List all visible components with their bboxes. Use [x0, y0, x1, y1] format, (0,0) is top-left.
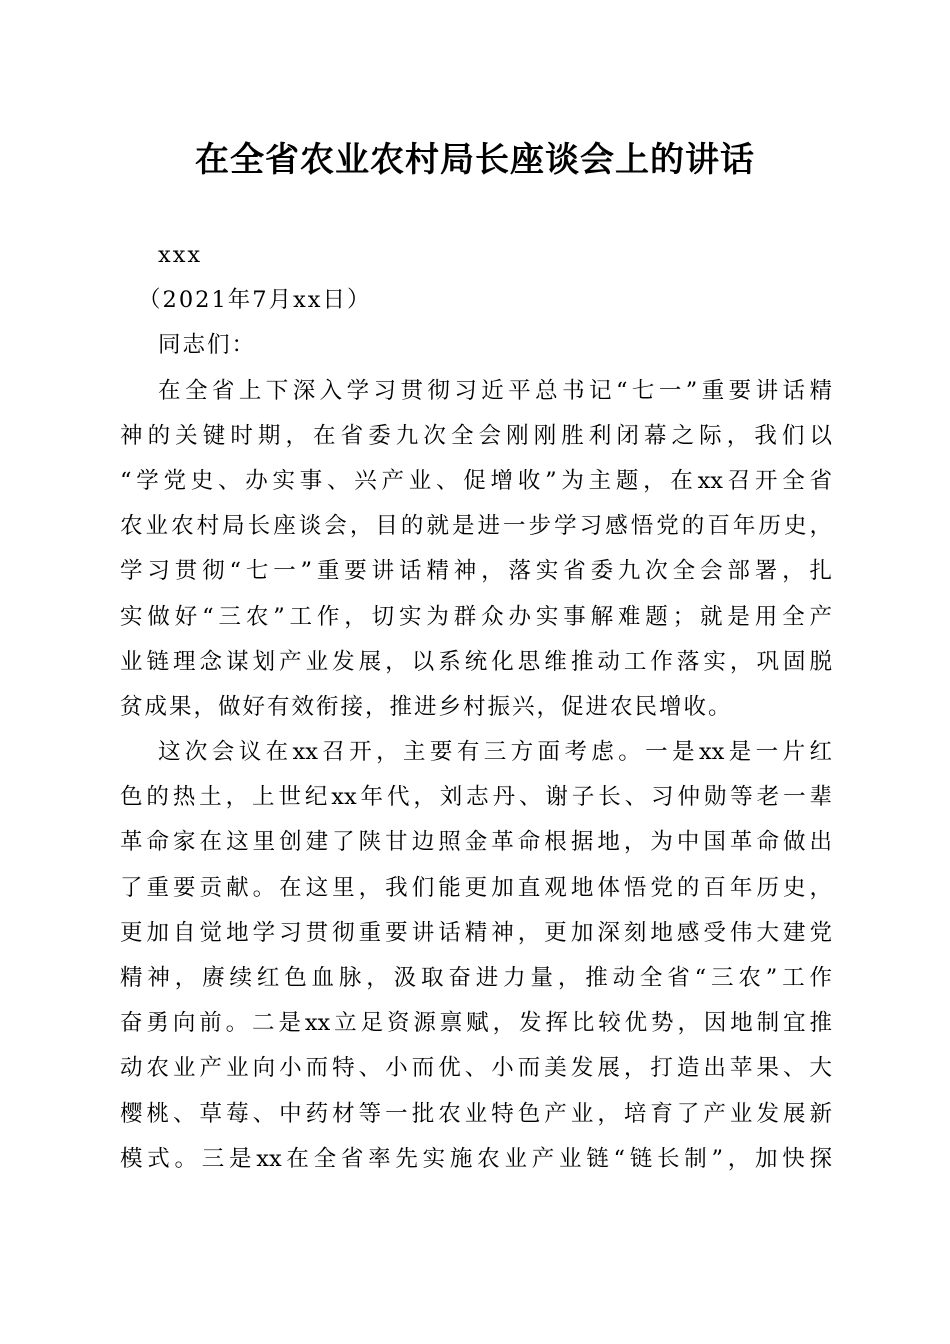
- text-line: 贫成果，做好有效衔接，推进乡村振兴，促进农民增收。: [120, 693, 733, 720]
- text-line: “学党史、办实事、兴产业、促增收”为主题，在xx召开全省: [120, 467, 832, 494]
- author-line: xxx: [158, 242, 203, 268]
- text-line: 农业农村局长座谈会，目的就是进一步学习感悟党的百年历史，: [120, 513, 832, 540]
- text-line: 学习贯彻“七一”重要讲话精神，落实省委九次全会部署，扎: [120, 558, 832, 585]
- text-line: 神的关键时期，在省委九次全会刚刚胜利闭幕之际，我们以: [120, 422, 832, 449]
- paragraph-1: [120, 369, 832, 731]
- document-title: 在全省农业农村局长座谈会上的讲话: [195, 140, 755, 180]
- text-line: 樱桃、草莓、中药材等一批农业特色产业，培育了产业发展新: [120, 1100, 832, 1127]
- text-line: 了重要贡献。在这里，我们能更加直观地体悟党的百年历史，: [120, 874, 832, 901]
- text-line: 革命家在这里创建了陕甘边照金革命根据地，为中国革命做出: [120, 829, 832, 856]
- text-line: 动农业产业向小而特、小而优、小而美发展，打造出苹果、大: [120, 1055, 832, 1082]
- text-line: 实做好“三农”工作，切实为群众办实事解难题；就是用全产: [120, 603, 832, 630]
- text-line: 精神，赓续红色血脉，汲取奋进力量，推动全省“三农”工作: [120, 965, 832, 991]
- text-line: 在全省上下深入学习贯彻习近平总书记“七一”重要讲话精: [158, 377, 832, 404]
- text-line: 奋勇向前。二是xx立足资源禀赋，发挥比较优势，因地制宜推: [120, 1010, 832, 1037]
- text-line: 业链理念谋划产业发展，以系统化思维推动工作落实，巩固脱: [120, 648, 832, 675]
- date-line: （2021年7月xx日）: [138, 287, 372, 314]
- text-line: 这次会议在xx召开，主要有三方面考虑。一是xx是一片红: [158, 739, 832, 766]
- salutation-line: 同志们：: [158, 332, 257, 359]
- document-body: [120, 233, 832, 1182]
- text-line: 色的热土，上世纪xx年代，刘志丹、谢子长、习仲勋等老一辈: [120, 784, 832, 811]
- paragraph-2: [120, 730, 832, 1182]
- text-line: 更加自觉地学习贯彻重要讲话精神，更加深刻地感受伟大建党: [120, 919, 832, 946]
- text-line: 模式。三是xx在全省率先实施农业产业链“链长制”，加快探: [120, 1145, 832, 1172]
